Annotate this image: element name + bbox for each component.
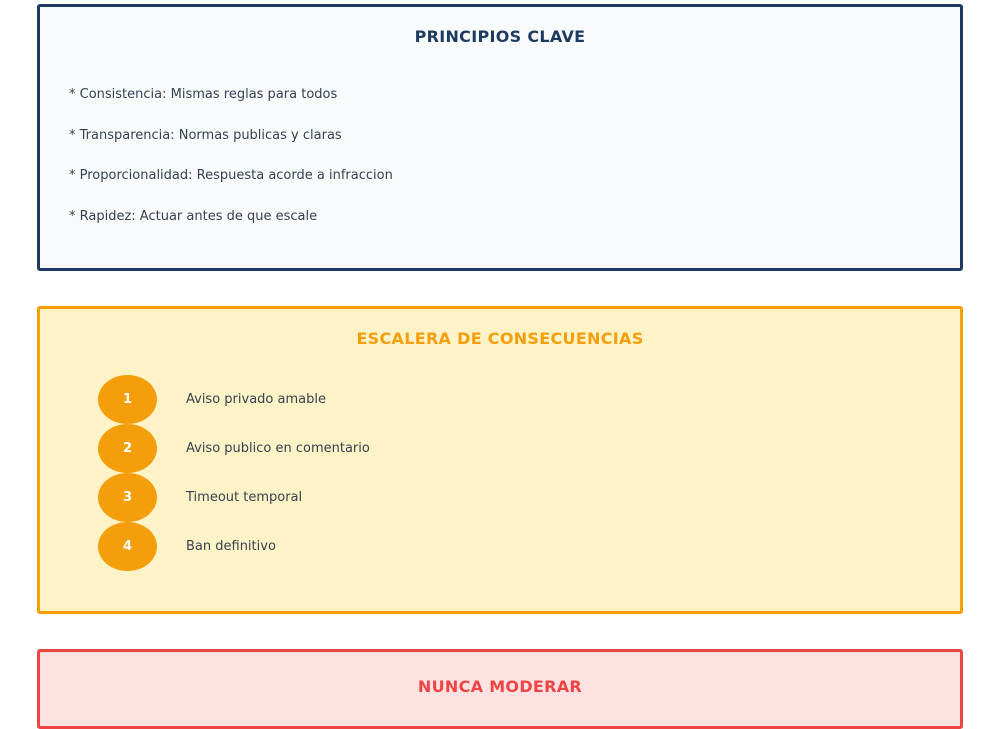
step-number-badge: 2 (98, 424, 157, 473)
step-number-badge: 3 (98, 473, 157, 522)
never-moderate-panel (37, 649, 963, 729)
ladder-title: ESCALERA DE CONSECUENCIAS (356, 329, 644, 348)
consequences-ladder-panel (37, 306, 963, 614)
principles-title: PRINCIPIOS CLAVE (414, 27, 586, 46)
step-number-badge: 4 (98, 522, 157, 571)
never-title: NUNCA MODERAR (417, 677, 583, 696)
principle-item: * Transparencia: Normas publicas y claras (69, 128, 342, 143)
step-label: Aviso publico en comentario (186, 441, 370, 456)
step-label: Ban definitivo (186, 539, 276, 554)
principle-item: * Consistencia: Mismas reglas para todos (69, 87, 338, 102)
principle-item: * Rapidez: Actuar antes de que escale (69, 209, 318, 224)
principle-item: * Proporcionalidad: Respuesta acorde a infraccion (69, 168, 393, 183)
step-number-badge: 1 (98, 375, 157, 424)
principles-panel (37, 4, 963, 271)
step-label: Aviso privado amable (186, 392, 326, 407)
step-label: Timeout temporal (186, 490, 303, 505)
